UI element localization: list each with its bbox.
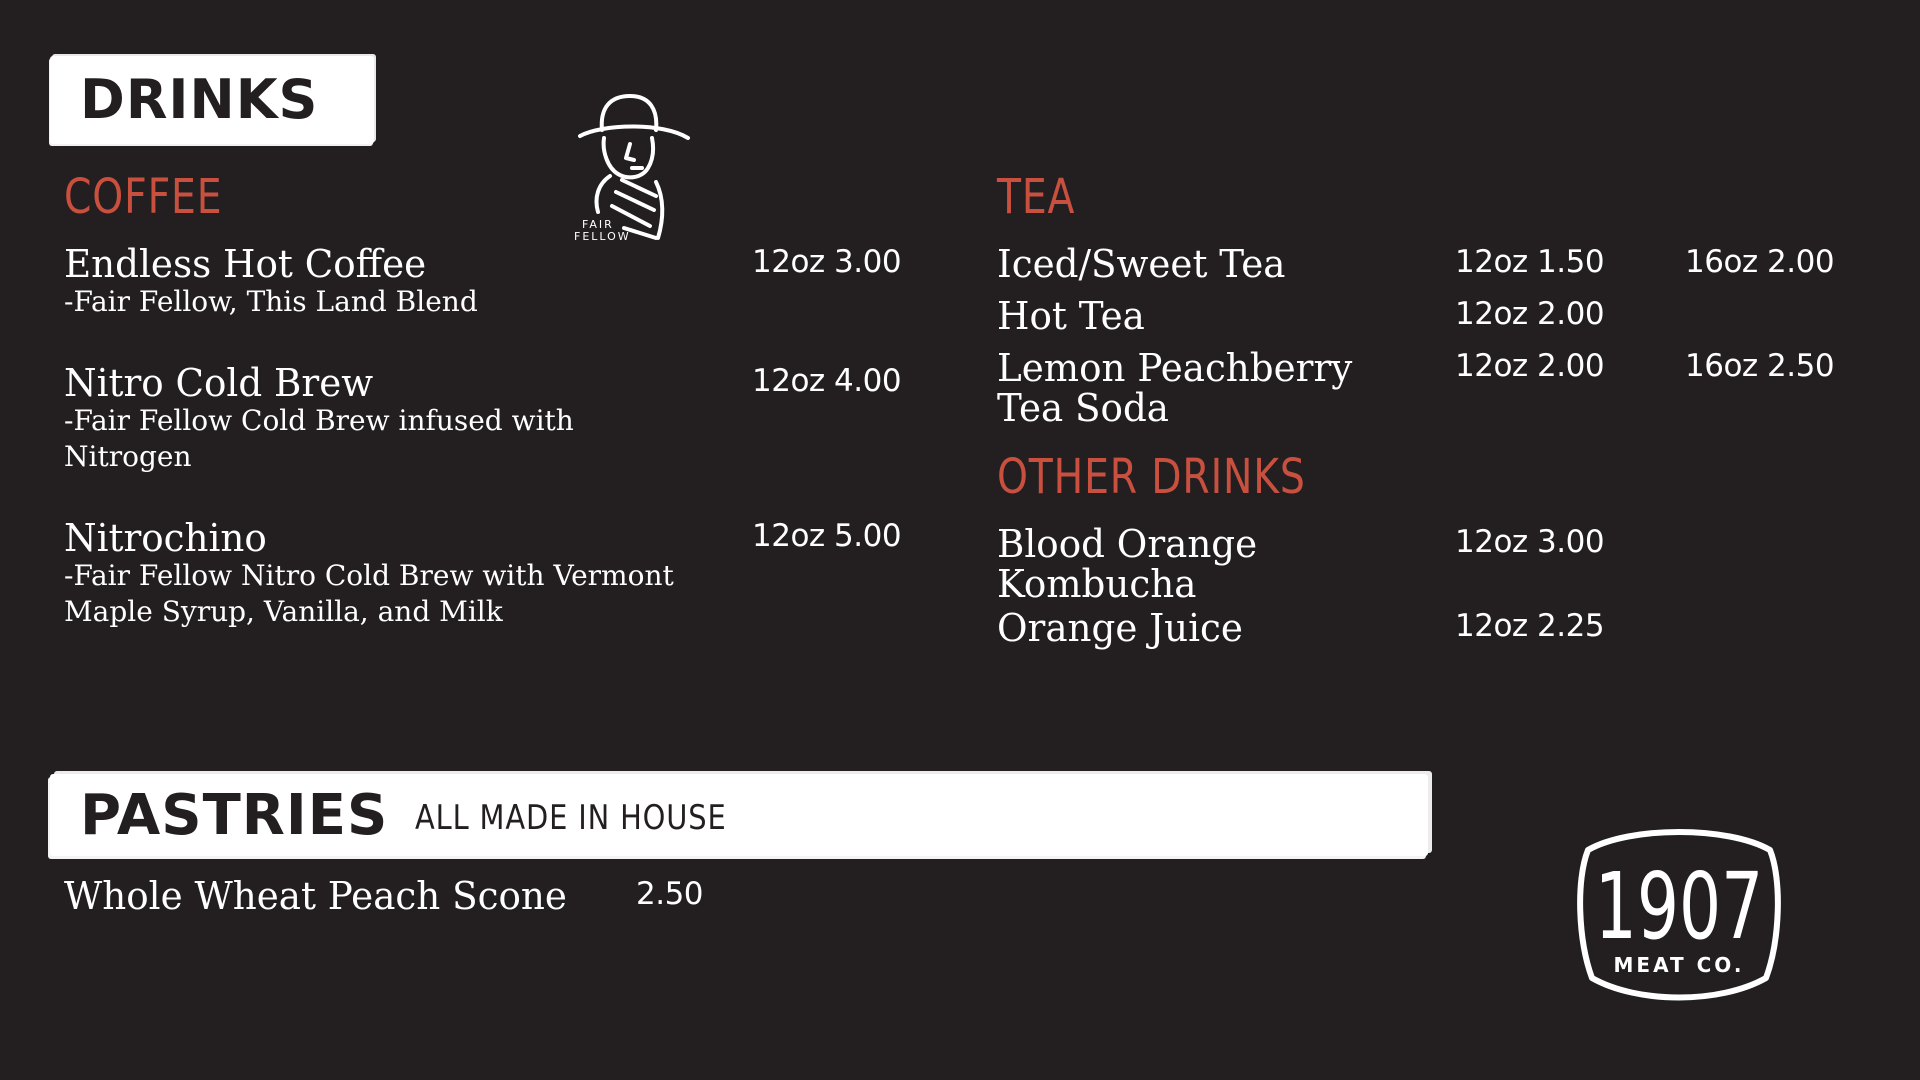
tea-item-price-16oz: 16oz 2.50 bbox=[1685, 348, 1835, 384]
tea-item-name: Hot Tea bbox=[997, 294, 1145, 338]
tea-item-name-line2: Tea Soda bbox=[997, 386, 1170, 430]
coffee-item-price: 12oz 4.00 bbox=[752, 363, 902, 399]
coffee-item-name: Nitro Cold Brew bbox=[64, 361, 374, 405]
logo-number: 1907 bbox=[1594, 853, 1764, 960]
other-drink-name: Orange Juice bbox=[997, 606, 1243, 650]
coffee-item-name: Nitrochino bbox=[64, 516, 267, 560]
fair-fellow-text-2: FELLOW bbox=[574, 230, 631, 243]
coffee-item-description: -Fair Fellow Cold Brew infused with Nitrogen bbox=[64, 404, 574, 473]
other-drink-price: 12oz 2.25 bbox=[1455, 608, 1605, 644]
tea-heading: TEA bbox=[997, 169, 1076, 225]
coffee-item-description: -Fair Fellow, This Land Blend bbox=[64, 285, 478, 318]
drinks-title: DRINKS bbox=[80, 68, 319, 131]
logo-meat-co-text: MEAT CO. bbox=[1613, 953, 1745, 977]
other-drinks-heading: OTHER DRINKS bbox=[997, 449, 1306, 505]
fair-fellow-text-1: FAIR bbox=[582, 218, 614, 231]
tea-item-price-16oz: 16oz 2.00 bbox=[1685, 244, 1835, 280]
coffee-item-price: 12oz 3.00 bbox=[752, 244, 902, 280]
1907-meat-co-logo bbox=[1570, 820, 1788, 1012]
other-drink-price: 12oz 3.00 bbox=[1455, 524, 1605, 560]
fair-fellow-logo bbox=[572, 88, 692, 248]
pastry-item-price: 2.50 bbox=[636, 876, 704, 912]
tea-item-price-12oz: 12oz 2.00 bbox=[1455, 348, 1605, 384]
coffee-heading: COFFEE bbox=[64, 169, 223, 225]
pastries-subtitle: ALL MADE IN HOUSE bbox=[415, 798, 727, 838]
tea-item-name: Iced/Sweet Tea bbox=[997, 242, 1286, 286]
tea-item-name-line1: Lemon Peachberry bbox=[997, 346, 1353, 390]
coffee-item-description: -Fair Fellow Nitro Cold Brew with Vermont Maple Syrup, Vanilla, and Milk bbox=[64, 559, 674, 628]
pastries-title: PASTRIES bbox=[80, 783, 389, 848]
coffee-item-name: Endless Hot Coffee bbox=[64, 242, 427, 286]
coffee-item-price: 12oz 5.00 bbox=[752, 518, 902, 554]
tea-item-price-12oz: 12oz 2.00 bbox=[1455, 296, 1605, 332]
other-drink-name-line1: Blood Orange bbox=[997, 522, 1258, 566]
pastry-item-name: Whole Wheat Peach Scone bbox=[64, 874, 567, 918]
other-drink-name-line2: Kombucha bbox=[997, 562, 1197, 606]
drinks-banner bbox=[50, 56, 374, 144]
pastries-banner bbox=[50, 774, 1428, 856]
tea-item-price-12oz: 12oz 1.50 bbox=[1455, 244, 1605, 280]
